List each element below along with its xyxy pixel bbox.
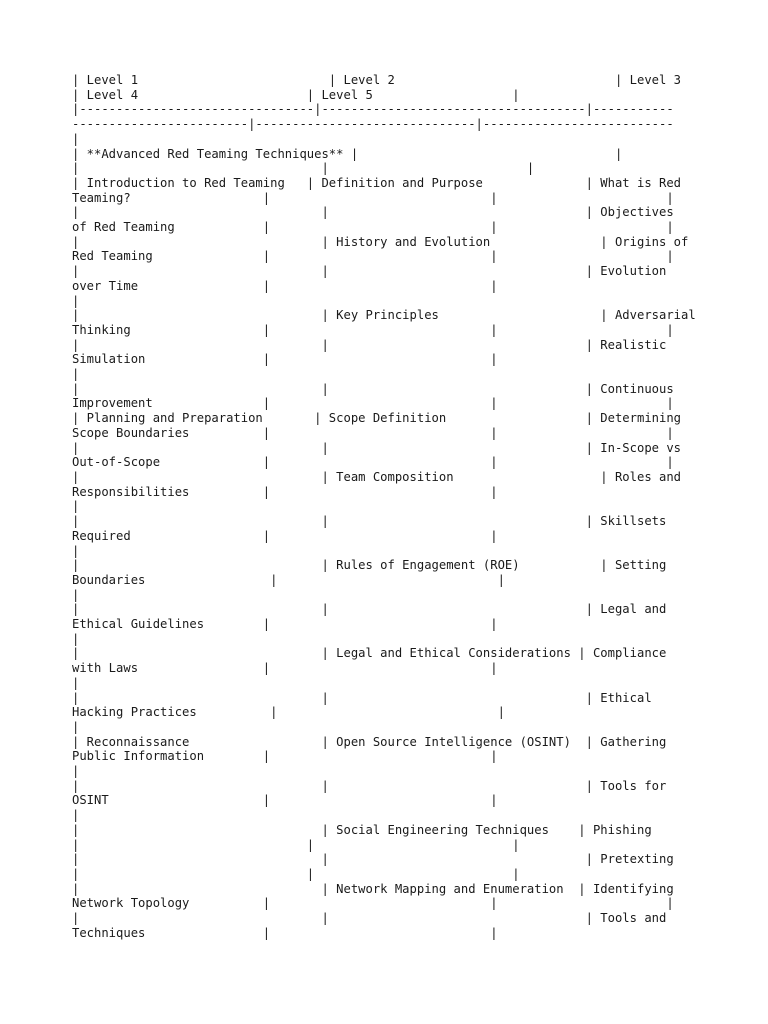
document-line: over Time | |: [72, 278, 498, 293]
document-line: Out-of-Scope | | |: [72, 455, 674, 470]
document-line: Improvement | | |: [72, 396, 674, 411]
document-line: |: [72, 764, 80, 779]
document-line: Ethical Guidelines | |: [72, 617, 498, 632]
document-line: Public Information | |: [72, 749, 498, 764]
document-line: |: [72, 499, 80, 514]
document-line: | | Legal and Ethical Considerations | Compliance: [72, 646, 667, 661]
document-line: | | Rules of Engagement (ROE) | Setting: [72, 558, 667, 573]
document-line: | Level 1 | Level 2 | Level 3: [72, 73, 682, 87]
document-line: | | | Realistic: [72, 337, 667, 352]
document-line: | | | Pretexting: [72, 852, 674, 867]
document-line: | **Advanced Red Teaming Techniques** | |: [72, 146, 623, 161]
document-line: | | |: [72, 866, 520, 881]
document-line: | | | Evolution: [72, 264, 667, 279]
document-line: with Laws | |: [72, 661, 498, 676]
document-line: | | | Continuous: [72, 381, 674, 396]
document-line: |: [72, 587, 80, 602]
document-line: Network Topology | | |: [72, 896, 674, 911]
document-line: |: [72, 293, 80, 308]
document-line: Red Teaming | | |: [72, 249, 674, 264]
document-line: Hacking Practices | |: [72, 705, 505, 720]
document-line: | Level 4 | Level 5 |: [72, 87, 520, 102]
document-line: Responsibilities | |: [72, 484, 498, 499]
document-line: | | History and Evolution | Origins of: [72, 234, 689, 249]
document-line: |: [72, 675, 80, 690]
document-text: [72, 73, 712, 940]
document-line: | | | Tools for: [72, 778, 667, 793]
document-line: |: [72, 719, 80, 734]
document-line: | | Team Composition | Roles and: [72, 469, 682, 484]
document-page: [72, 73, 712, 940]
document-line: Thinking | | |: [72, 322, 674, 337]
document-line: | | |: [72, 837, 520, 852]
document-line: | Reconnaissance | Open Source Intelligence (OSINT) | Gathering: [72, 734, 667, 749]
document-line: |: [72, 808, 80, 823]
document-line: Simulation | |: [72, 352, 498, 367]
document-line: |: [72, 543, 80, 558]
document-line: |: [72, 367, 80, 382]
document-line: |--------------------------------|------------------------------------|-----------: [72, 102, 674, 117]
document-line: ------------------------|------------------------------|--------------------------: [72, 117, 674, 132]
document-line: OSINT | |: [72, 793, 498, 808]
document-line: | | Network Mapping and Enumeration | Identifying: [72, 881, 674, 896]
document-line: Scope Boundaries | | |: [72, 425, 674, 440]
document-line: | | | Skillsets: [72, 514, 667, 529]
document-line: of Red Teaming | | |: [72, 220, 674, 235]
document-line: Techniques | |: [72, 925, 498, 940]
document-line: | | Social Engineering Techniques | Phishing: [72, 822, 652, 837]
document-line: Required | |: [72, 528, 498, 543]
document-line: | | |: [72, 161, 535, 176]
document-line: Boundaries | |: [72, 572, 505, 587]
document-line: | | | Tools and: [72, 911, 667, 926]
document-line: | | Key Principles | Adversarial: [72, 308, 696, 323]
document-line: | | | Objectives: [72, 205, 674, 220]
document-line: |: [72, 631, 80, 646]
document-line: | | | In-Scope vs: [72, 440, 682, 455]
document-line: | | | Legal and: [72, 602, 667, 617]
document-line: | Introduction to Red Teaming | Definition and Purpose | What is Red: [72, 175, 682, 190]
document-line: Teaming? | | |: [72, 190, 674, 205]
document-line: |: [72, 131, 80, 146]
document-line: | Planning and Preparation | Scope Definition | Determining: [72, 411, 682, 426]
document-line: | | | Ethical: [72, 690, 652, 705]
